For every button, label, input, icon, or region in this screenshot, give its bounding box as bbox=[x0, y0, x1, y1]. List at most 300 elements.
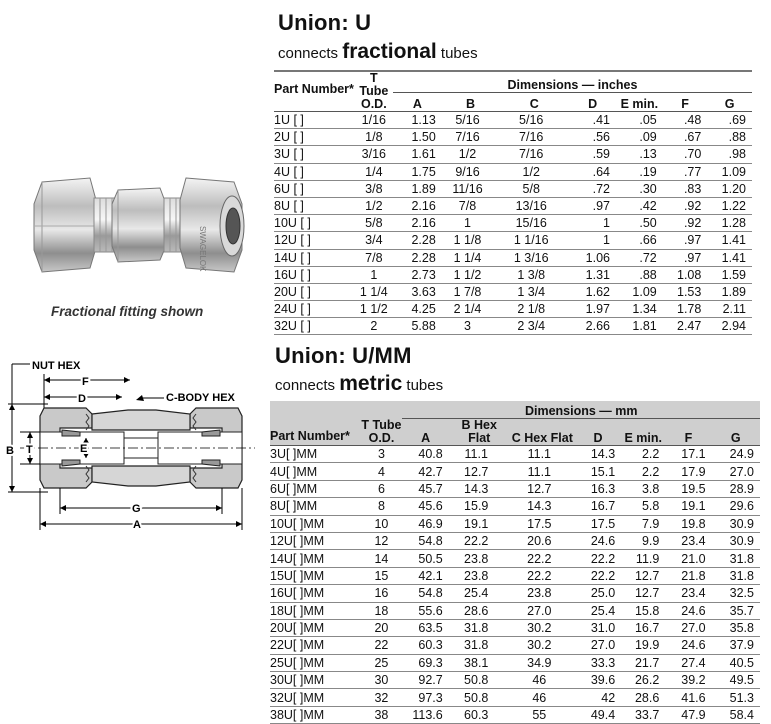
e-cell: 12.7 bbox=[621, 585, 665, 602]
b-cell: 11.1 bbox=[449, 446, 510, 463]
d-cell: .97 bbox=[569, 197, 616, 214]
f-cell: .97 bbox=[663, 249, 708, 266]
a-cell: 50.5 bbox=[402, 550, 448, 567]
b-cell: 23.8 bbox=[449, 567, 510, 584]
tube-od-cell: 16 bbox=[360, 585, 402, 602]
part-number-cell: 32U[ ]MM bbox=[270, 689, 360, 706]
e-cell: 28.6 bbox=[621, 689, 665, 706]
d-cell: 25.4 bbox=[575, 602, 621, 619]
tube-od-cell: 4 bbox=[360, 463, 402, 480]
c-cell: 30.2 bbox=[510, 637, 575, 654]
b-cell: 1 1/2 bbox=[442, 266, 499, 283]
a-cell: 40.8 bbox=[402, 446, 448, 463]
part-number-cell: 2U [ ] bbox=[274, 129, 355, 146]
a-cell: 5.88 bbox=[393, 318, 442, 335]
e-cell: 1.09 bbox=[616, 283, 663, 300]
part-number-cell: 10U [ ] bbox=[274, 215, 355, 232]
a-cell: 1.75 bbox=[393, 163, 442, 180]
table-row bbox=[274, 197, 752, 214]
table-row bbox=[274, 112, 752, 129]
tube-od-cell: 1 bbox=[355, 266, 393, 283]
d-cell: .72 bbox=[569, 180, 616, 197]
tube-od-cell: 14 bbox=[360, 550, 402, 567]
d-cell: 2.66 bbox=[569, 318, 616, 335]
tube-od-cell: 30 bbox=[360, 672, 402, 689]
part-number-cell: 10U[ ]MM bbox=[270, 515, 360, 532]
c-cell: 2 1/8 bbox=[499, 301, 569, 318]
table-row bbox=[270, 602, 760, 619]
d-cell: 1 bbox=[569, 215, 616, 232]
b-cell: 1/2 bbox=[442, 146, 499, 163]
d-cell: .64 bbox=[569, 163, 616, 180]
table-row bbox=[274, 301, 752, 318]
part-number-cell: 24U [ ] bbox=[274, 301, 355, 318]
union-mm-rows bbox=[270, 446, 760, 724]
col-c: C Hex Flat bbox=[510, 419, 575, 446]
c-cell: 22.2 bbox=[510, 550, 575, 567]
col-a: A bbox=[402, 419, 448, 446]
f-cell: 1.08 bbox=[663, 266, 708, 283]
a-cell: 2.28 bbox=[393, 232, 442, 249]
g-cell: 28.9 bbox=[712, 480, 760, 497]
col-d: D bbox=[575, 419, 621, 446]
col-part-number: Part Number* bbox=[274, 71, 355, 112]
f-cell: 27.4 bbox=[665, 654, 711, 671]
c-cell: 1 1/16 bbox=[499, 232, 569, 249]
col-a: A bbox=[393, 93, 442, 112]
dim-f-label: F bbox=[82, 376, 89, 388]
a-cell: 1.61 bbox=[393, 146, 442, 163]
union-fitting-photo bbox=[20, 160, 260, 290]
d-cell: .41 bbox=[569, 112, 616, 129]
g-cell: .88 bbox=[707, 129, 752, 146]
d-cell: 1.97 bbox=[569, 301, 616, 318]
tube-od-cell: 3/4 bbox=[355, 232, 393, 249]
tube-od-cell: 3/8 bbox=[355, 180, 393, 197]
col-b: B bbox=[442, 93, 499, 112]
g-cell: 1.59 bbox=[707, 266, 752, 283]
union-mm-title: Union: U/MM bbox=[275, 343, 412, 368]
e-cell: .30 bbox=[616, 180, 663, 197]
part-number-cell: 30U[ ]MM bbox=[270, 672, 360, 689]
dim-a-label: A bbox=[133, 519, 141, 531]
tube-od-cell: 22 bbox=[360, 637, 402, 654]
table-row bbox=[274, 146, 752, 163]
a-cell: 4.25 bbox=[393, 301, 442, 318]
d-cell: 14.3 bbox=[575, 446, 621, 463]
b-cell: 11/16 bbox=[442, 180, 499, 197]
f-cell: .92 bbox=[663, 215, 708, 232]
tube-od-cell: 1/4 bbox=[355, 163, 393, 180]
d-cell: 31.0 bbox=[575, 619, 621, 636]
tube-od-cell: 1/2 bbox=[355, 197, 393, 214]
a-cell: 92.7 bbox=[402, 672, 448, 689]
a-cell: 42.1 bbox=[402, 567, 448, 584]
b-cell: 7/16 bbox=[442, 129, 499, 146]
d-cell: 1.62 bbox=[569, 283, 616, 300]
a-cell: 46.9 bbox=[402, 515, 448, 532]
a-cell: 2.28 bbox=[393, 249, 442, 266]
c-cell: 7/16 bbox=[499, 146, 569, 163]
f-cell: 19.5 bbox=[665, 480, 711, 497]
e-cell: 16.7 bbox=[621, 619, 665, 636]
e-cell: 1.34 bbox=[616, 301, 663, 318]
b-cell: 14.3 bbox=[449, 480, 510, 497]
union-u-title: Union: U bbox=[278, 10, 372, 35]
tube-od-cell: 3/16 bbox=[355, 146, 393, 163]
f-cell: 39.2 bbox=[665, 672, 711, 689]
e-cell: .42 bbox=[616, 197, 663, 214]
c-cell: 14.3 bbox=[510, 498, 575, 515]
e-cell: .19 bbox=[616, 163, 663, 180]
table-row bbox=[270, 550, 760, 567]
a-cell: 2.73 bbox=[393, 266, 442, 283]
b-cell: 5/16 bbox=[442, 112, 499, 129]
g-cell: 30.9 bbox=[712, 532, 760, 549]
c-cell: 12.7 bbox=[510, 480, 575, 497]
e-cell: 5.8 bbox=[621, 498, 665, 515]
g-cell: 24.9 bbox=[712, 446, 760, 463]
part-number-cell: 14U[ ]MM bbox=[270, 550, 360, 567]
b-cell: 12.7 bbox=[449, 463, 510, 480]
g-cell: 58.4 bbox=[712, 706, 760, 723]
e-cell: .09 bbox=[616, 129, 663, 146]
part-number-cell: 6U[ ]MM bbox=[270, 480, 360, 497]
c-cell: 5/8 bbox=[499, 180, 569, 197]
f-cell: .70 bbox=[663, 146, 708, 163]
c-cell: 46 bbox=[510, 689, 575, 706]
b-cell: 22.2 bbox=[449, 532, 510, 549]
d-cell: .59 bbox=[569, 146, 616, 163]
d-cell: 1 bbox=[569, 232, 616, 249]
b-cell: 28.6 bbox=[449, 602, 510, 619]
f-cell: .77 bbox=[663, 163, 708, 180]
b-cell: 3 bbox=[442, 318, 499, 335]
part-number-cell: 20U [ ] bbox=[274, 283, 355, 300]
table-row bbox=[270, 672, 760, 689]
a-cell: 113.6 bbox=[402, 706, 448, 723]
d-cell: .56 bbox=[569, 129, 616, 146]
g-cell: .69 bbox=[707, 112, 752, 129]
d-cell: 22.2 bbox=[575, 567, 621, 584]
c-cell: 46 bbox=[510, 672, 575, 689]
dim-g-label: G bbox=[132, 503, 141, 515]
f-cell: .67 bbox=[663, 129, 708, 146]
g-cell: 2.11 bbox=[707, 301, 752, 318]
e-cell: 3.8 bbox=[621, 480, 665, 497]
d-cell: 25.0 bbox=[575, 585, 621, 602]
f-cell: .92 bbox=[663, 197, 708, 214]
d-cell: 42 bbox=[575, 689, 621, 706]
a-cell: 97.3 bbox=[402, 689, 448, 706]
f-cell: 24.6 bbox=[665, 637, 711, 654]
part-number-cell: 38U[ ]MM bbox=[270, 706, 360, 723]
e-cell: 7.9 bbox=[621, 515, 665, 532]
c-cell: 30.2 bbox=[510, 619, 575, 636]
tube-od-cell: 2 bbox=[355, 318, 393, 335]
f-cell: 21.8 bbox=[665, 567, 711, 584]
table-row bbox=[274, 266, 752, 283]
a-cell: 3.63 bbox=[393, 283, 442, 300]
b-cell: 60.3 bbox=[449, 706, 510, 723]
tube-od-cell: 15 bbox=[360, 567, 402, 584]
part-number-cell: 4U[ ]MM bbox=[270, 463, 360, 480]
d-cell: 15.1 bbox=[575, 463, 621, 480]
g-cell: 40.5 bbox=[712, 654, 760, 671]
table-row bbox=[270, 689, 760, 706]
col-e: E min. bbox=[616, 93, 663, 112]
d-cell: 17.5 bbox=[575, 515, 621, 532]
c-cell: 1 3/16 bbox=[499, 249, 569, 266]
f-cell: 19.1 bbox=[665, 498, 711, 515]
f-cell: 17.9 bbox=[665, 463, 711, 480]
b-cell: 31.8 bbox=[449, 637, 510, 654]
f-cell: 23.4 bbox=[665, 585, 711, 602]
table-row bbox=[270, 446, 760, 463]
g-cell: 27.0 bbox=[712, 463, 760, 480]
table-row bbox=[270, 480, 760, 497]
dim-b-label: B bbox=[6, 445, 14, 457]
b-cell: 2 1/4 bbox=[442, 301, 499, 318]
c-cell: 15/16 bbox=[499, 215, 569, 232]
col-b: B Hex Flat bbox=[449, 419, 510, 446]
f-cell: .97 bbox=[663, 232, 708, 249]
d-cell: 27.0 bbox=[575, 637, 621, 654]
c-cell: 22.2 bbox=[510, 567, 575, 584]
tube-od-cell: 1/16 bbox=[355, 112, 393, 129]
g-cell: 1.89 bbox=[707, 283, 752, 300]
g-cell: 31.8 bbox=[712, 550, 760, 567]
table-row bbox=[274, 180, 752, 197]
a-cell: 1.13 bbox=[393, 112, 442, 129]
part-number-cell: 8U [ ] bbox=[274, 197, 355, 214]
b-cell: 25.4 bbox=[449, 585, 510, 602]
f-cell: 27.0 bbox=[665, 619, 711, 636]
e-cell: 11.9 bbox=[621, 550, 665, 567]
table-row bbox=[274, 232, 752, 249]
col-f: F bbox=[663, 93, 708, 112]
d-cell: 49.4 bbox=[575, 706, 621, 723]
col-e: E min. bbox=[621, 419, 665, 446]
c-cell: 23.8 bbox=[510, 585, 575, 602]
d-cell: 1.06 bbox=[569, 249, 616, 266]
b-cell: 50.8 bbox=[449, 672, 510, 689]
a-cell: 69.3 bbox=[402, 654, 448, 671]
col-c: C bbox=[499, 93, 569, 112]
part-number-cell: 8U[ ]MM bbox=[270, 498, 360, 515]
f-cell: .48 bbox=[663, 112, 708, 129]
e-cell: .72 bbox=[616, 249, 663, 266]
e-cell: 9.9 bbox=[621, 532, 665, 549]
g-cell: 49.5 bbox=[712, 672, 760, 689]
table-row bbox=[270, 619, 760, 636]
a-cell: 1.50 bbox=[393, 129, 442, 146]
f-cell: 2.47 bbox=[663, 318, 708, 335]
table-row bbox=[270, 463, 760, 480]
d-cell: 1.31 bbox=[569, 266, 616, 283]
part-number-cell: 6U [ ] bbox=[274, 180, 355, 197]
dim-t-label: T bbox=[26, 444, 33, 456]
c-cell: 17.5 bbox=[510, 515, 575, 532]
d-cell: 33.3 bbox=[575, 654, 621, 671]
c-cell: 5/16 bbox=[499, 112, 569, 129]
part-number-cell: 16U[ ]MM bbox=[270, 585, 360, 602]
b-cell: 15.9 bbox=[449, 498, 510, 515]
f-cell: 24.6 bbox=[665, 602, 711, 619]
a-cell: 42.7 bbox=[402, 463, 448, 480]
g-cell: 51.3 bbox=[712, 689, 760, 706]
a-cell: 45.7 bbox=[402, 480, 448, 497]
part-number-cell: 12U [ ] bbox=[274, 232, 355, 249]
table-row bbox=[270, 637, 760, 654]
f-cell: 21.0 bbox=[665, 550, 711, 567]
table-row bbox=[270, 706, 760, 723]
e-cell: 2.2 bbox=[621, 463, 665, 480]
a-cell: 60.3 bbox=[402, 637, 448, 654]
union-u-subtitle: connects fractional tubes bbox=[278, 40, 478, 63]
part-number-cell: 25U[ ]MM bbox=[270, 654, 360, 671]
g-cell: 1.22 bbox=[707, 197, 752, 214]
f-cell: 1.78 bbox=[663, 301, 708, 318]
e-cell: .05 bbox=[616, 112, 663, 129]
e-cell: 1.81 bbox=[616, 318, 663, 335]
b-cell: 7/8 bbox=[442, 197, 499, 214]
part-number-cell: 16U [ ] bbox=[274, 266, 355, 283]
g-cell: 2.94 bbox=[707, 318, 752, 335]
e-cell: .50 bbox=[616, 215, 663, 232]
g-cell: 37.9 bbox=[712, 637, 760, 654]
b-cell: 23.8 bbox=[449, 550, 510, 567]
table-row bbox=[274, 318, 752, 335]
a-cell: 45.6 bbox=[402, 498, 448, 515]
g-cell: 1.41 bbox=[707, 249, 752, 266]
b-cell: 1 7/8 bbox=[442, 283, 499, 300]
b-cell: 19.1 bbox=[449, 515, 510, 532]
f-cell: 41.6 bbox=[665, 689, 711, 706]
g-cell: 1.28 bbox=[707, 215, 752, 232]
d-cell: 16.7 bbox=[575, 498, 621, 515]
tube-od-cell: 10 bbox=[360, 515, 402, 532]
g-cell: 1.41 bbox=[707, 232, 752, 249]
b-cell: 50.8 bbox=[449, 689, 510, 706]
c-cell: 13/16 bbox=[499, 197, 569, 214]
dimensions-header: Dimensions — inches bbox=[393, 71, 752, 93]
table-row bbox=[270, 498, 760, 515]
nut-marking-text: SWAGELOK bbox=[198, 226, 207, 272]
e-cell: 21.7 bbox=[621, 654, 665, 671]
f-cell: 19.8 bbox=[665, 515, 711, 532]
e-cell: 15.8 bbox=[621, 602, 665, 619]
part-number-cell: 15U[ ]MM bbox=[270, 567, 360, 584]
nut-hex-label: NUT HEX bbox=[32, 360, 81, 372]
g-cell: 35.7 bbox=[712, 602, 760, 619]
part-number-cell: 3U[ ]MM bbox=[270, 446, 360, 463]
a-cell: 2.16 bbox=[393, 215, 442, 232]
f-cell: 1.53 bbox=[663, 283, 708, 300]
union-mm-table bbox=[270, 401, 760, 724]
tube-od-cell: 1 1/2 bbox=[355, 301, 393, 318]
tube-od-cell: 38 bbox=[360, 706, 402, 723]
col-f: F bbox=[665, 419, 711, 446]
tube-od-cell: 8 bbox=[360, 498, 402, 515]
c-cell: 11.1 bbox=[510, 463, 575, 480]
d-cell: 22.2 bbox=[575, 550, 621, 567]
table-row bbox=[270, 515, 760, 532]
c-cell: 7/16 bbox=[499, 129, 569, 146]
e-cell: 2.2 bbox=[621, 446, 665, 463]
g-cell: 30.9 bbox=[712, 515, 760, 532]
c-cell: 55 bbox=[510, 706, 575, 723]
f-cell: .83 bbox=[663, 180, 708, 197]
col-g: G bbox=[712, 419, 760, 446]
tube-od-cell: 1 1/4 bbox=[355, 283, 393, 300]
dim-e-label: E bbox=[80, 443, 88, 455]
g-cell: 1.09 bbox=[707, 163, 752, 180]
a-cell: 63.5 bbox=[402, 619, 448, 636]
f-cell: 23.4 bbox=[665, 532, 711, 549]
union-u-table bbox=[274, 70, 752, 335]
a-cell: 54.8 bbox=[402, 585, 448, 602]
col-tube-od: T Tube O.D. bbox=[360, 401, 402, 446]
g-cell: 31.8 bbox=[712, 567, 760, 584]
table-row bbox=[270, 585, 760, 602]
a-cell: 55.6 bbox=[402, 602, 448, 619]
tube-od-cell: 1/8 bbox=[355, 129, 393, 146]
e-cell: 19.9 bbox=[621, 637, 665, 654]
col-g: G bbox=[707, 93, 752, 112]
d-cell: 39.6 bbox=[575, 672, 621, 689]
col-tube-od: T Tube O.D. bbox=[355, 71, 393, 112]
tube-od-cell: 32 bbox=[360, 689, 402, 706]
table-row bbox=[274, 283, 752, 300]
part-number-cell: 4U [ ] bbox=[274, 163, 355, 180]
col-part-number: Part Number* bbox=[270, 401, 360, 446]
c-cell: 27.0 bbox=[510, 602, 575, 619]
c-cell: 2 3/4 bbox=[499, 318, 569, 335]
e-cell: 12.7 bbox=[621, 567, 665, 584]
d-cell: 16.3 bbox=[575, 480, 621, 497]
g-cell: .98 bbox=[707, 146, 752, 163]
b-cell: 1 bbox=[442, 215, 499, 232]
part-number-cell: 20U[ ]MM bbox=[270, 619, 360, 636]
b-cell: 1 1/4 bbox=[442, 249, 499, 266]
table-row bbox=[274, 129, 752, 146]
g-cell: 29.6 bbox=[712, 498, 760, 515]
table-row bbox=[270, 532, 760, 549]
e-cell: 33.7 bbox=[621, 706, 665, 723]
part-number-cell: 1U [ ] bbox=[274, 112, 355, 129]
dim-d-label: D bbox=[78, 393, 86, 405]
part-number-cell: 14U [ ] bbox=[274, 249, 355, 266]
e-cell: .66 bbox=[616, 232, 663, 249]
c-cell: 34.9 bbox=[510, 654, 575, 671]
g-cell: 35.8 bbox=[712, 619, 760, 636]
a-cell: 2.16 bbox=[393, 197, 442, 214]
b-cell: 38.1 bbox=[449, 654, 510, 671]
table-row bbox=[270, 654, 760, 671]
tube-od-cell: 5/8 bbox=[355, 215, 393, 232]
union-u-rows bbox=[274, 112, 752, 335]
tube-od-cell: 6 bbox=[360, 480, 402, 497]
part-number-cell: 22U[ ]MM bbox=[270, 637, 360, 654]
dimensions-header: Dimensions — mm bbox=[402, 401, 760, 419]
c-cell: 1 3/4 bbox=[499, 283, 569, 300]
table-row bbox=[270, 567, 760, 584]
g-cell: 1.20 bbox=[707, 180, 752, 197]
part-number-cell: 12U[ ]MM bbox=[270, 532, 360, 549]
b-cell: 1 1/8 bbox=[442, 232, 499, 249]
c-body-hex-label: C-BODY HEX bbox=[166, 392, 235, 404]
